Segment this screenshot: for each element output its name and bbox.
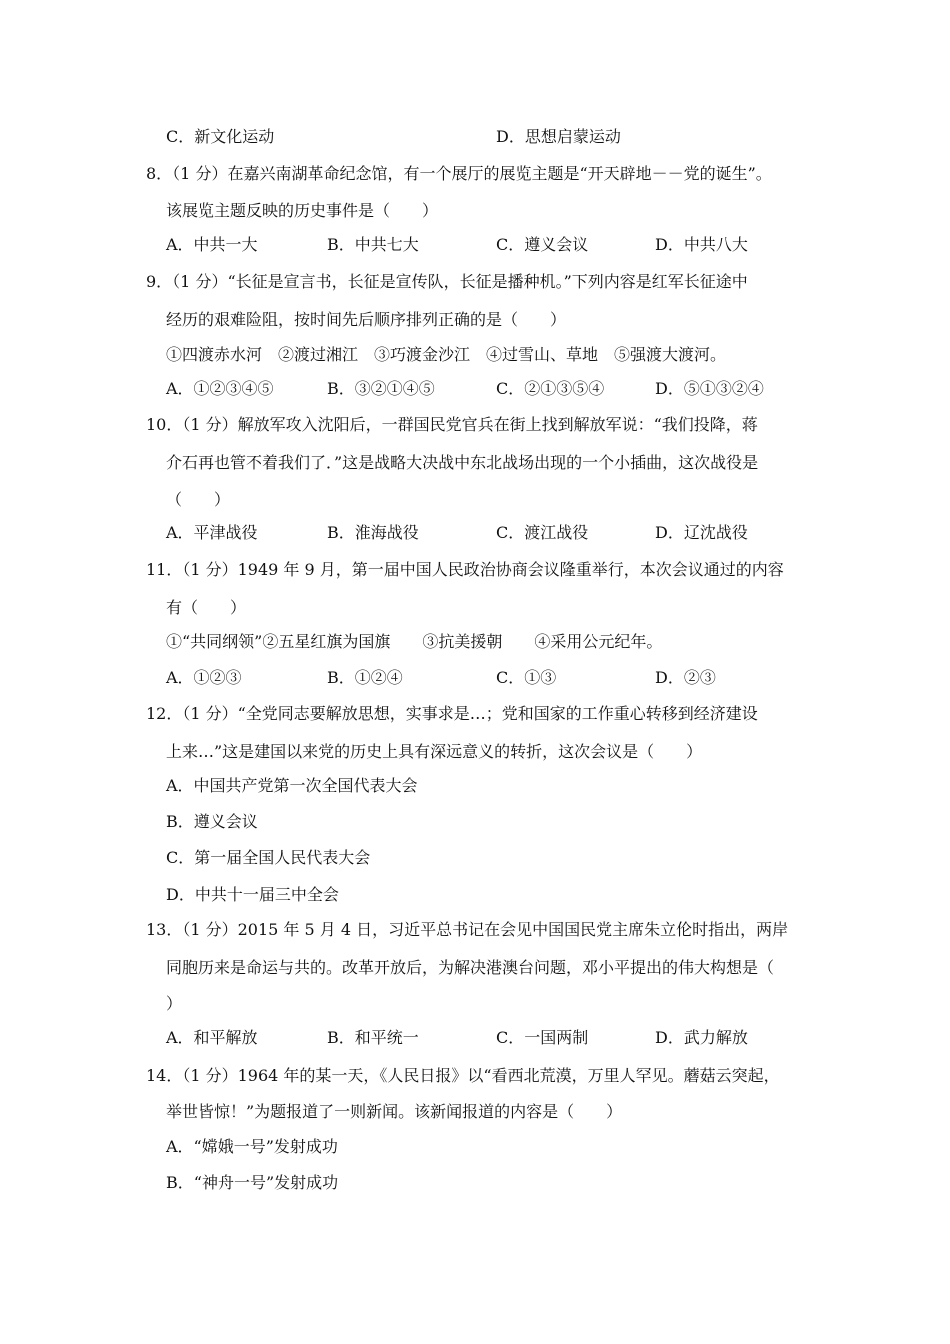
q13-stem-line3: ） xyxy=(166,994,183,1013)
q9-option-d: D．⑤①③②④ xyxy=(655,379,764,398)
q12-option-c: C．第一届全国人民代表大会 xyxy=(166,848,371,867)
q7-option-d: D．思想启蒙运动 xyxy=(496,127,621,146)
q11-stem-line1: 11．（1 分）1949 年 9 月，第一届中国人民政治协商会议隆重举行，本次会议通过的内容 xyxy=(146,560,784,579)
q8-stem-line1: 8．（1 分）在嘉兴南湖革命纪念馆，有一个展厅的展览主题是“开天辟地－－党的诞生”。 xyxy=(146,164,772,183)
q10-option-b: B．淮海战役 xyxy=(327,523,419,542)
q14-option-a: A．“嫦娥一号”发射成功 xyxy=(166,1137,338,1156)
q11-option-c: C．①③ xyxy=(496,668,557,687)
q12-option-d: D．中共十一届三中全会 xyxy=(166,885,339,904)
q9-items: ①四渡赤水河 ②渡过湘江 ③巧渡金沙江 ④过雪山、草地 ⑤强渡大渡河。 xyxy=(166,345,727,364)
q11-items: ①“共同纲领”②五星红旗为国旗 ③抗美援朝 ④采用公元纪年。 xyxy=(166,632,663,651)
q13-option-d: D．武力解放 xyxy=(655,1028,748,1047)
q10-option-d: D．辽沈战役 xyxy=(655,523,748,542)
q11-stem-line2: 有（ ） xyxy=(166,598,247,617)
q8-option-b: B．中共七大 xyxy=(327,235,419,254)
q10-stem-line3: （ ） xyxy=(166,490,231,509)
q11-option-b: B．①②④ xyxy=(327,668,403,687)
q14-stem-line2: 举世皆惊！”为题报道了一则新闻。该新闻报道的内容是（ ） xyxy=(166,1102,623,1121)
q9-option-b: B．③②①④⑤ xyxy=(327,379,435,398)
q13-option-b: B．和平统一 xyxy=(327,1028,419,1047)
q13-option-a: A．和平解放 xyxy=(166,1028,258,1047)
q14-option-b: B．“神舟一号”发射成功 xyxy=(166,1173,339,1192)
q9-stem-line2: 经历的艰难险阻，按时间先后顺序排列正确的是（ ） xyxy=(166,310,567,329)
q13-option-c: C．一国两制 xyxy=(496,1028,589,1047)
q9-stem-line1: 9．（1 分）“长征是宣言书，长征是宣传队，长征是播种机。”下列内容是红军长征途中 xyxy=(146,272,748,291)
q7-option-c: C．新文化运动 xyxy=(166,127,275,146)
q12-stem-line2: 上来…”这是建国以来党的历史上具有深远意义的转折，这次会议是（ ） xyxy=(166,742,703,761)
q12-option-a: A．中国共产党第一次全国代表大会 xyxy=(166,776,418,795)
q8-option-c: C．遵义会议 xyxy=(496,235,589,254)
q8-stem-line2: 该展览主题反映的历史事件是（ ） xyxy=(166,201,439,220)
q11-option-d: D．②③ xyxy=(655,668,716,687)
q10-option-a: A．平津战役 xyxy=(166,523,258,542)
q10-option-c: C．渡江战役 xyxy=(496,523,589,542)
q8-option-a: A．中共一大 xyxy=(166,235,258,254)
q12-option-b: B．遵义会议 xyxy=(166,812,258,831)
q11-option-a: A．①②③ xyxy=(166,668,242,687)
q10-stem-line1: 10．（1 分）解放军攻入沈阳后，一群国民党官兵在街上找到解放军说：“我们投降，蒋 xyxy=(146,415,758,434)
q14-stem-line1: 14．（1 分）1964 年的某一天，《人民日报》以“看西北荒漠，万里人罕见。蘑菇云突起， xyxy=(146,1066,780,1085)
q12-stem-line1: 12．（1 分）“全党同志要解放思想，实事求是…；党和国家的工作重心转移到经济建设 xyxy=(146,704,758,723)
q9-option-a: A．①②③④⑤ xyxy=(166,379,274,398)
q13-stem-line1: 13．（1 分）2015 年 5 月 4 日，习近平总书记在会见中国国民党主席朱立伦时指出，两岸 xyxy=(146,920,789,939)
q9-option-c: C．②①③⑤④ xyxy=(496,379,605,398)
q8-option-d: D．中共八大 xyxy=(655,235,748,254)
q10-stem-line2: 介石再也管不着我们了．”这是战略大决战中东北战场出现的一个小插曲，这次战役是 xyxy=(166,453,759,472)
q13-stem-line2: 同胞历来是命运与共的。改革开放后，为解决港澳台问题，邓小平提出的伟大构想是（ xyxy=(166,958,775,977)
